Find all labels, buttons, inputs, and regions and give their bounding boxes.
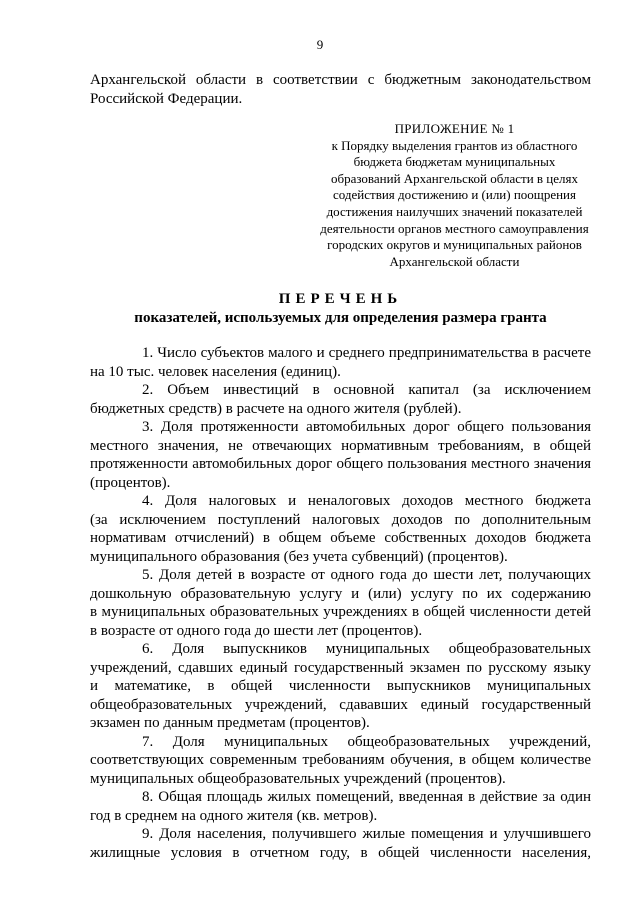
list-item	[90, 381, 591, 418]
list-item-line: 7. Доля муниципальных общеобразовательных учреждений,	[142, 733, 591, 750]
intro-paragraph	[90, 71, 591, 108]
list-item-line: 6. Доля выпускников муниципальных общеобразовательных	[142, 641, 591, 657]
appendix-line: достижения наилучших значений показателей	[326, 203, 583, 219]
list-item-line: экзамен по данным предметам (процентов).	[90, 715, 370, 731]
indicator-list	[90, 344, 591, 862]
list-item-line: 4. Доля налоговых и неналоговых доходов местного бюджета	[142, 493, 591, 509]
list-item-line: (процентов).	[90, 474, 171, 491]
intro-line: Российской Федерации.	[90, 90, 243, 107]
list-item-line: дошкольную образовательную услугу и (или) услугу по их содержанию	[90, 585, 591, 602]
list-item	[90, 492, 591, 566]
list-item-line: бюджетных средств) в расчете на одного жителя (рублей).	[90, 400, 462, 417]
list-item-line: 3. Доля протяженности автомобильных дорог общего пользования	[142, 419, 591, 435]
document-title: ПЕРЕЧЕНЬ	[278, 291, 403, 307]
list-item	[90, 788, 591, 825]
appendix-line: образований Архангельской области в целях	[330, 170, 578, 186]
appendix-line: к Порядку выделения грантов из областного	[331, 137, 578, 153]
list-item-line: в возрасте от одного года до шести лет (процентов).	[90, 622, 423, 639]
list-item	[90, 566, 591, 640]
list-item	[90, 640, 591, 733]
list-item-line: и математике, в общей численности выпускников муниципальных	[90, 678, 591, 694]
appendix-line: содействия достижению и (или) поощрения	[333, 187, 576, 203]
list-item	[90, 825, 591, 862]
list-item-line: соответствующих современным требованиям обучения, в общем количестве	[90, 752, 591, 768]
appendix-line: Архангельской области	[389, 253, 520, 269]
list-item	[90, 418, 591, 492]
list-item-line: учреждений, сдавших единый государственный экзамен по русскому языку	[90, 659, 591, 676]
list-item-line: год в среднем на одного жителя (кв. метров).	[90, 807, 378, 824]
appendix-line: деятельности органов местного самоуправления	[320, 220, 589, 236]
list-item	[90, 733, 591, 789]
list-item-line: 8. Общая площадь жилых помещений, введенная в действие за один	[142, 789, 591, 805]
list-item-line: протяженности автомобильных дорог общего пользования местного значения	[90, 456, 591, 472]
list-item-line: 5. Доля детей в возрасте от одного года до шести лет, получающих	[142, 567, 591, 583]
appendix-title: ПРИЛОЖЕНИЕ № 1	[394, 121, 515, 136]
page-number: 9	[316, 37, 324, 52]
appendix-line: бюджета бюджетам муниципальных	[353, 154, 556, 170]
list-item-line: 1. Число субъектов малого и среднего предпринимательства в расчете	[142, 345, 591, 361]
list-item-line: общеобразовательных учреждений, сдававших единый государственный	[90, 696, 591, 713]
list-item-line: нормативам отчислений) в общем объеме собственных доходов бюджета	[90, 530, 591, 546]
appendix-line: городских округов и муниципальных районов	[327, 237, 582, 253]
list-item-line: (за исключением поступлений налоговых доходов по дополнительным	[90, 511, 591, 528]
appendix-header	[312, 121, 597, 270]
list-item-line: местного значения, не отвечающих нормативным требованиям, в общей	[90, 437, 591, 454]
list-item-line: в муниципальных образовательных учреждениях в общей численности детей	[90, 604, 591, 620]
list-item-line: на 10 тыс. человек населения (единиц).	[90, 363, 341, 380]
list-item-line: жилищные условия в отчетном году, в общей численности населения,	[90, 844, 591, 861]
list-item	[90, 344, 591, 381]
document-subtitle: показателей, используемых для определения размера гранта	[134, 310, 547, 326]
intro-line: Архангельской области в соответствии с бюджетным законодательством	[90, 72, 591, 88]
list-item-line: муниципального образования (без учета субвенций) (процентов).	[90, 548, 508, 565]
list-item-line: 2. Объем инвестиций в основной капитал (за исключением	[142, 382, 591, 398]
list-item-line: 9. Доля населения, получившего жилые помещения и улучшившего	[142, 826, 591, 842]
list-item-line: муниципальных общеобразовательных учреждений (процентов).	[90, 770, 506, 787]
